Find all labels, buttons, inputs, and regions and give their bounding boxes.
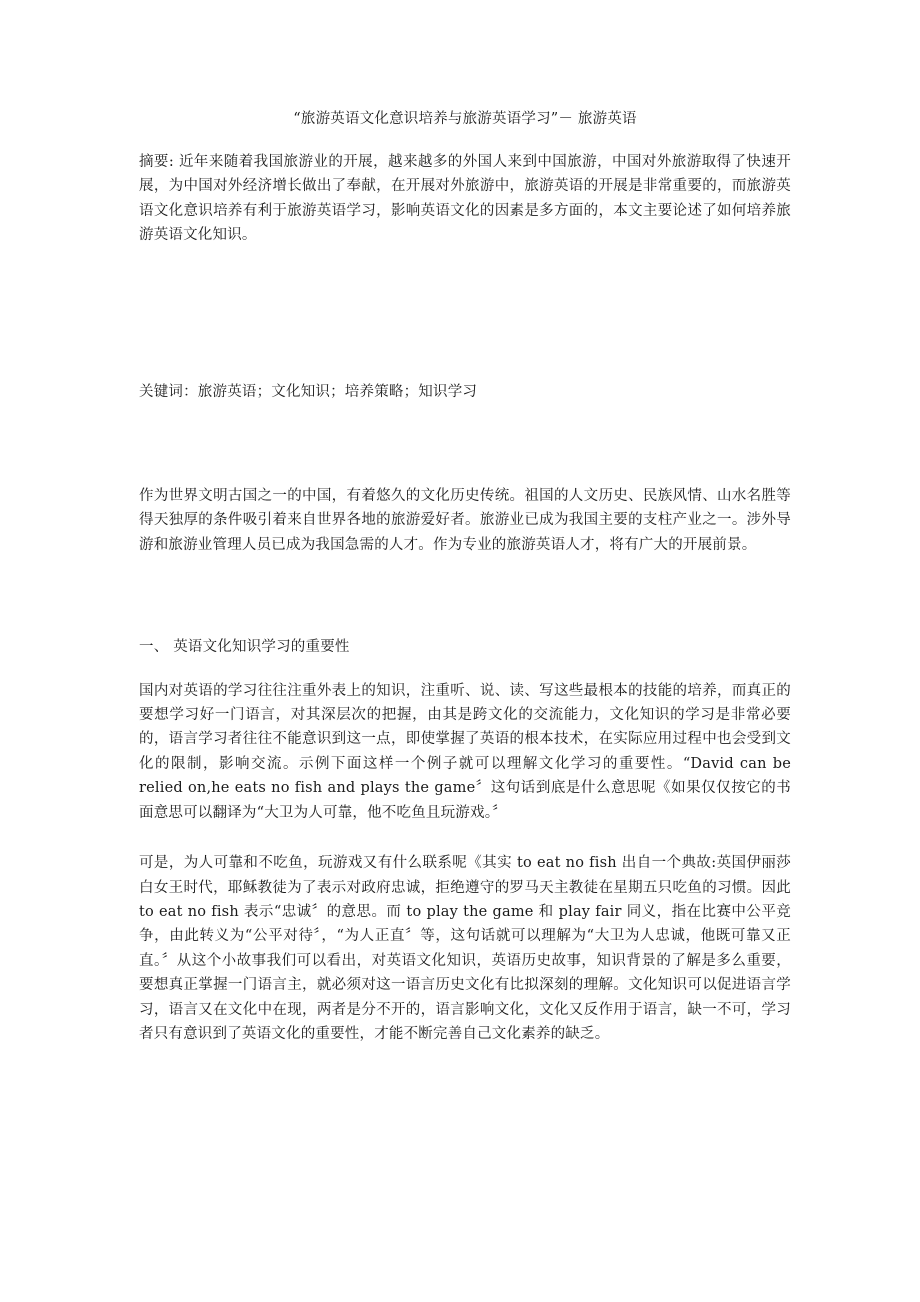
document-page: [139, 108, 791, 1046]
section-paragraph-2: 可是，为人可靠和不吃鱼，玩游戏又有什么联系呢《其实 to eat no fish 出自一个典故:英国伊丽莎白女王时代，耶稣教徒为了表示对政府忠诚，拒绝遵守的罗马天主教徒在星期五只吃鱼的习惯。因此 to eat no fish 表示“忠诚〞的意思。而 to play the game 和 play fair 同义，指在比赛中公平竞争，由此转义为“公平对待〞，“为人正直〞等，这句话就可以理解为“大卫为人忠诚，他既可靠又正直。〞从这个小故事我们可以看出，对英语文化知识，英语历史故事，知识背景的了解是多么重要，要想真正掌握一门语言主，就必须对这一语言历史文化有比拟深刻的理解。文化知识可以促进语言学习，语言又在文化中在现，两者是分不开的，语言影响文化，文化又反作用于语言，缺一不可，学习者只有意识到了英语文化的重要性，才能不断完善自己文化素养的缺乏。: [139, 855, 791, 1042]
section-paragraph-1: 国内对英语的学习往往注重外表上的知识，注重听、说、读、写这些最根本的技能的培养，而真正的要想学习好一门语言，对其深层次的把握，由其是跨文化的交流能力，文化知识的学习是非常必要的，语言学习者往往不能意识到这一点，即使掌握了英语的根本技术，在实际应用过程中也会受到文化的限制，影响交流。示例下面这样一个例子就可以理解文化学习的重要性。“David can be relied on,he eats no fish and plays the game〞这句话到底是什么意思呢《如果仅仅按它的书面意思可以翻译为“大卫为人可靠，他不吃鱼且玩游戏。〞: [139, 682, 791, 821]
intro-paragraph: 作为世界文明古国之一的中国，有着悠久的文化历史传统。祖国的人文历史、民族风情、山水名胜等得天独厚的条件吸引着来自世界各地的旅游爱好者。旅游业已成为我国主要的支柱产业之一。涉外导游和旅游业管理人员已成为我国急需的人才。作为专业的旅游英语人才，将有广大的开展前景。: [139, 488, 791, 553]
document-title: “旅游英语文化意识培养与旅游英语学习”－ 旅游英语: [293, 111, 637, 127]
abstract-paragraph: 摘要: 近年来随着我国旅游业的开展，越来越多的外国人来到中国旅游，中国对外旅游取得了快速开展，为中国对外经济增长做出了奉献，在开展对外旅游中，旅游英语的开展是非常重要的，而旅游英语文化意识培养有利于旅游英语学习，影响英语文化的因素是多方面的，本文主要论述了如何培养旅游英语文化知识。: [139, 154, 791, 244]
keywords-line: 关键词：旅游英语；文化知识；培养策略；知识学习: [139, 383, 478, 400]
section-heading: 一、 英语文化知识学习的重要性: [139, 639, 350, 656]
